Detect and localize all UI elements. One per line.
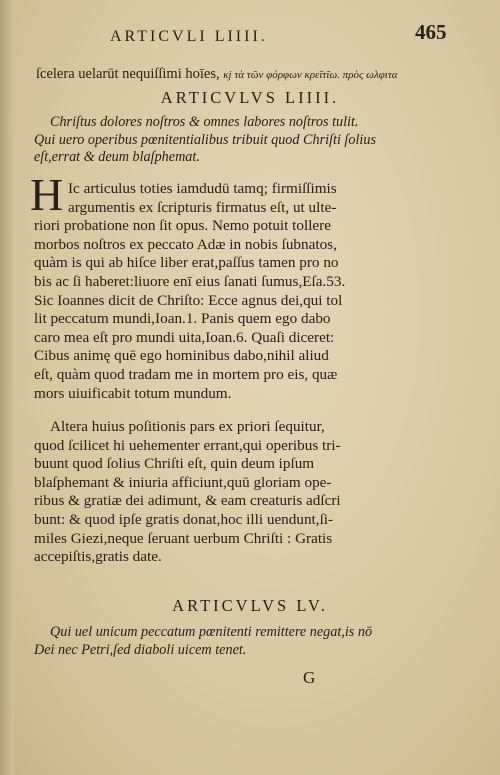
- thesis-line: Chriſtus dolores noſtros & omnes labores noſtros tulit.: [50, 114, 359, 130]
- text-line: quod ſcilicet hi uehementer errant,qui operibus tri-: [34, 436, 341, 454]
- carryover-latin: ſcelera uelarūt nequiſſimi hoīes,: [36, 66, 220, 82]
- text-line: morbos noſtros ex peccato Adæ in nobis ſubnatos,: [34, 235, 337, 253]
- binding-gutter: [0, 0, 14, 775]
- thesis-line: eſt,errat & deum blaſphemat.: [34, 149, 200, 165]
- article-54-thesis: [34, 114, 499, 167]
- text-line: ribus & gratiæ dei adimunt, & eam creaturis adſcri: [34, 492, 341, 510]
- text-line: argumentis ex ſcripturis firmatus eſt, ut ulte-: [68, 198, 337, 216]
- catchword: G: [303, 668, 316, 687]
- text-line: blaſphemant & iniuria afficiunt,quū gloriam ope-: [34, 473, 332, 491]
- text-line: caro mea eſt pro mundi uita,Ioan.6. Quaſi diceret:: [34, 328, 335, 346]
- thesis-line: Dei nec Petri,ſed diaboli uicem tenet.: [34, 641, 247, 658]
- article-54-paragraph-2: [34, 418, 496, 567]
- drop-cap: H: [30, 169, 64, 220]
- text-line: Ic articulus toties iamdudū tamq; firmiſſimis: [68, 180, 337, 197]
- text-line: eſt, quàm quod tradam me in mortem pro eis, quæ: [34, 365, 338, 383]
- text-line: miles Giezi,neque ſeruant uerbum Chriſti : Gratis: [34, 529, 333, 547]
- thesis-line: Qui uel unicum peccatum pœnitenti remittere negat,is nō: [50, 624, 373, 640]
- article-54-paragraph-1: [34, 180, 496, 403]
- text-line: Altera huius poſitionis pars ex priori ſequitur,: [50, 418, 325, 435]
- text-line: lit peccatum mundi,Ioan.1. Panis quem ego dabo: [34, 310, 331, 328]
- text-line: buunt quod ſolius Chriſti eſt, quin deum ipſum: [34, 455, 315, 473]
- text-line: mors uiuificabit totum mundum.: [34, 384, 232, 402]
- text-line: Sic Ioannes dicit de Chriſto: Ecce agnus dei,qui tol: [34, 291, 343, 309]
- text-line: bis ac ſi haberet:liuore enī eius ſanati ſumus,Eſa.53.: [34, 272, 346, 290]
- carryover-greek: κϳ τὰ τῶν φόρφων κρεῖτῖω. πρὸς ωλφιτα: [223, 69, 398, 81]
- text-line: riori probatione non ſit opus. Nemo potuit tollere: [34, 217, 331, 235]
- text-line: accepiſtis,gratis date.: [34, 548, 162, 566]
- running-title: ARTICVLI LIIII.: [110, 28, 268, 45]
- article-55-thesis: [34, 624, 499, 659]
- page-number: 465: [415, 20, 447, 44]
- article-54-heading: ARTICVLVS LIIII.: [160, 88, 340, 107]
- article-55-heading: ARTICVLVS LV.: [172, 596, 328, 615]
- text-line: quàm is qui ab hiſce liber erat,paſſus tamen pro no: [34, 254, 339, 272]
- thesis-line: Qui uero operibus pœnitentialibus tribuit quod Chriſti ſolius: [34, 131, 376, 148]
- text-line: bunt: & quod ipſe gratis donat,hoc illi uendunt,ſi-: [34, 510, 334, 528]
- text-line: Cibus animę quē ego hominibus dabo,nihil aliud: [34, 347, 329, 365]
- carryover-line: [36, 66, 491, 83]
